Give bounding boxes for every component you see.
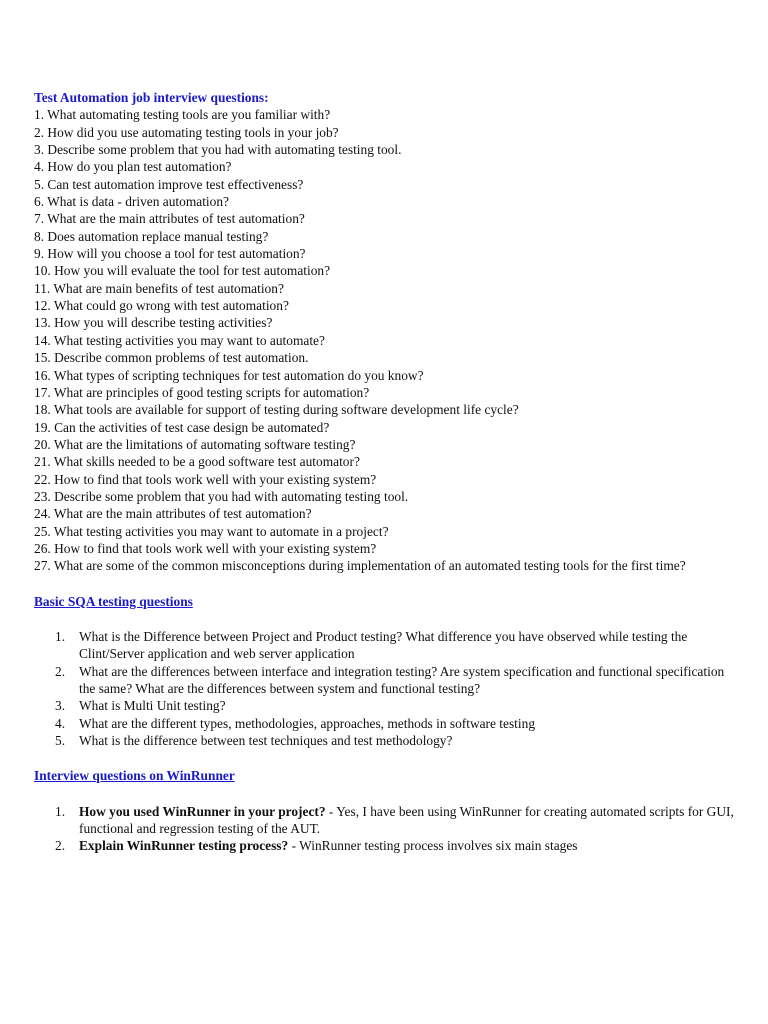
item-answer: - WinRunner testing process involves six main stages [288, 838, 578, 854]
list-item [34, 176, 734, 193]
item-text: Describe common problems of test automation. [54, 350, 309, 366]
list-item [34, 663, 734, 698]
item-number: 8. [34, 228, 45, 244]
item-text: What are the different types, methodologies, approaches, methods in software testing [79, 715, 536, 731]
item-number: 1. [34, 107, 45, 123]
item-text: What is Multi Unit testing? [79, 698, 226, 714]
item-text: How do you plan test automation? [47, 159, 232, 175]
item-number: 5. [34, 176, 45, 192]
list-item [34, 297, 734, 314]
item-question: Explain WinRunner testing process? [79, 838, 289, 854]
list-item [34, 367, 734, 384]
item-number: 16. [34, 367, 51, 383]
item-text: What are the differences between interface and integration testing? Are system specification and functional specification the same? What are the differences between system and functional testing? [79, 663, 725, 696]
item-number: 26. [34, 540, 51, 556]
list-item [34, 803, 734, 838]
list-item [34, 332, 734, 349]
item-text: What testing activities you may want to automate? [53, 332, 325, 348]
section-heading-test-automation: Test Automation job interview questions: [34, 90, 269, 105]
item-text: What are main benefits of test automation? [53, 280, 284, 296]
item-number: 1. [55, 628, 66, 644]
list-item [34, 540, 734, 557]
item-text: What are some of the common misconceptions during implementation of an automated testing tools for the first time? [53, 558, 686, 574]
list-item [34, 557, 734, 574]
item-text: What skills needed to be a good software test automator? [53, 454, 360, 470]
item-number: 12. [34, 298, 51, 314]
list-item [34, 228, 734, 245]
item-number: 27. [34, 558, 51, 574]
item-text: Can the activities of test case design be automated? [54, 419, 330, 435]
item-number: 17. [34, 384, 51, 400]
item-number: 23. [34, 488, 51, 504]
item-number: 24. [34, 506, 51, 522]
list-item [34, 419, 734, 436]
item-text: What automating testing tools are you familiar with? [47, 107, 331, 123]
item-text: What could go wrong with test automation? [53, 298, 289, 314]
list-item [34, 436, 734, 453]
item-number: 20. [34, 436, 51, 452]
list-item [34, 158, 734, 175]
item-number: 4. [34, 159, 45, 175]
list-item [34, 837, 734, 854]
basic-sqa-question-list [34, 628, 734, 749]
list-item [34, 262, 734, 279]
list-item [34, 505, 734, 522]
item-text: What is data - driven automation? [47, 194, 229, 210]
list-item [34, 349, 734, 366]
list-item [34, 124, 734, 141]
list-item [34, 384, 734, 401]
test-automation-question-list [34, 106, 734, 574]
list-item [34, 471, 734, 488]
item-number: 2. [55, 663, 66, 679]
item-number: 7. [34, 211, 45, 227]
list-item [34, 523, 734, 540]
section-heading-basic-sqa[interactable]: Basic SQA testing questions [34, 593, 193, 609]
item-text: What tools are available for support of testing during software development life cycle? [53, 402, 519, 418]
list-item [34, 193, 734, 210]
item-number: 2. [55, 838, 66, 854]
item-number: 4. [55, 715, 66, 731]
list-item [34, 401, 734, 418]
item-number: 14. [34, 332, 51, 348]
section-heading-winrunner[interactable]: Interview questions on WinRunner [34, 768, 235, 784]
item-number: 21. [34, 454, 51, 470]
document-page [34, 89, 734, 855]
list-item [34, 628, 734, 663]
item-number: 10. [34, 263, 51, 279]
item-text: Does automation replace manual testing? [47, 228, 269, 244]
item-text: How you will describe testing activities? [54, 315, 273, 331]
item-answer: - Yes, I have been using WinRunner for creating automated scripts for GUI, functional and regression testing of the AUT. [79, 803, 734, 837]
item-text: What are principles of good testing scripts for automation? [53, 384, 370, 400]
item-text: What is the Difference between Project and Product testing? What difference you have observed while testing the Clint/Server application and web server application [79, 628, 688, 662]
list-item [34, 210, 734, 227]
list-item [34, 245, 734, 262]
winrunner-question-list [34, 803, 734, 855]
list-item [34, 732, 734, 749]
item-number: 15. [34, 350, 51, 366]
list-item [34, 715, 734, 732]
list-item [34, 280, 734, 297]
list-item [34, 488, 734, 505]
list-item [34, 314, 734, 331]
item-question: How you used WinRunner in your project? [79, 803, 326, 819]
item-number: 5. [55, 733, 66, 749]
list-item [34, 453, 734, 470]
list-item [34, 697, 734, 714]
item-text: What are the limitations of automating software testing? [53, 436, 356, 452]
item-number: 6. [34, 194, 45, 210]
item-text: How to find that tools work well with your existing system? [54, 540, 377, 556]
item-text: How will you choose a tool for test automation? [47, 246, 306, 262]
list-item [34, 141, 734, 158]
item-text: What are the main attributes of test automation? [47, 211, 305, 227]
item-number: 9. [34, 246, 45, 262]
item-number: 3. [34, 142, 45, 158]
item-text: What is the difference between test techniques and test methodology? [79, 733, 453, 749]
item-text: How did you use automating testing tools in your job? [47, 124, 339, 140]
item-number: 18. [34, 402, 51, 418]
item-text: Can test automation improve test effectiveness? [47, 176, 304, 192]
item-number: 3. [55, 698, 66, 714]
item-text: How you will evaluate the tool for test automation? [54, 263, 331, 279]
item-number: 2. [34, 124, 45, 140]
list-item [34, 106, 734, 123]
item-number: 19. [34, 419, 51, 435]
item-number: 11. [34, 280, 51, 296]
item-number: 1. [55, 803, 66, 819]
item-text: How to find that tools work well with your existing system? [54, 471, 377, 487]
item-number: 25. [34, 523, 51, 539]
item-text: Describe some problem that you had with automating testing tool. [47, 142, 402, 158]
item-text: What types of scripting techniques for test automation do you know? [53, 367, 424, 383]
item-number: 22. [34, 471, 51, 487]
item-text: What testing activities you may want to automate in a project? [53, 523, 389, 539]
item-number: 13. [34, 315, 51, 331]
item-text: What are the main attributes of test automation? [53, 506, 312, 522]
item-text: Describe some problem that you had with automating testing tool. [54, 488, 409, 504]
